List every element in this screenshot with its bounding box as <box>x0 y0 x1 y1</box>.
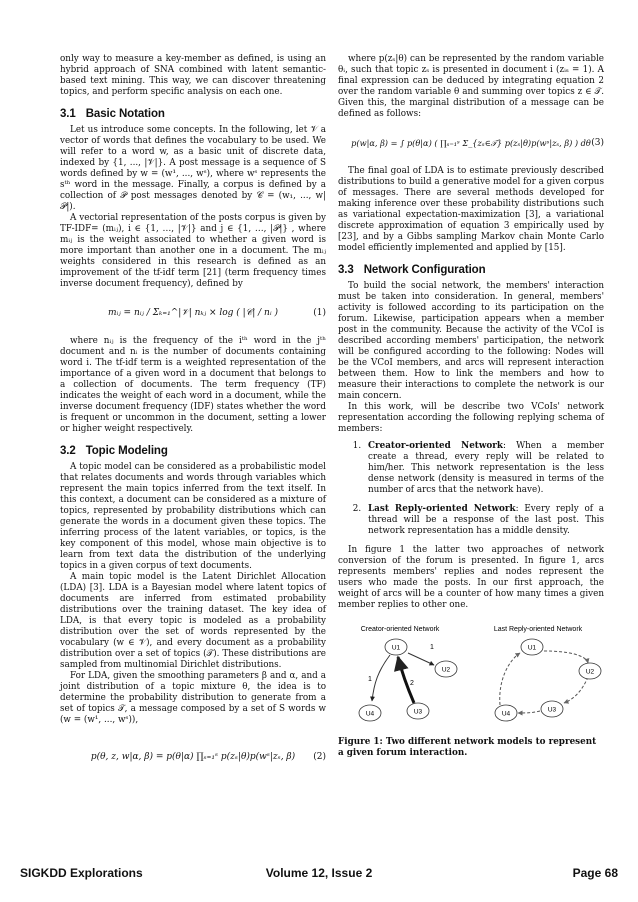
node-label: U2 <box>441 666 451 674</box>
paragraph-network-1: To build the social network, the members' interaction must be taken into consideration. In general, members' activity is followed according to its participation on the forum. Likewise, participation appears when a member post in the community. Because the activity of the VCoI is described according members' participation, the network will be configured according to the following: Nodes will be the VCoI members, and arcs will represent interaction between them. How to link the members and how to measure their interactions to complete the network is our main concern. <box>338 281 604 401</box>
right-column <box>338 54 604 759</box>
edge-weight: 2 <box>410 680 414 687</box>
page-footer <box>20 866 618 882</box>
section-heading-3-3 <box>338 264 604 276</box>
last-reply-network-title: Last Reply-oriented Network <box>493 626 583 633</box>
node-label: U1 <box>527 644 537 652</box>
equation-2-number: (2) <box>313 752 326 762</box>
paragraph-marginal: where p(zₛ|θ) can be represented by the random variable θᵢ, such that topic zₛ is presented in document i (zᵢₛ = 1). A final expression can be deduced by integrating equation 2 over the random variable θ and summing over topics z ∈ 𝒯. Given this, the marginal distribution of a message can be defined as follows: <box>338 54 604 119</box>
edge-arrow <box>500 653 520 705</box>
paragraph-topic-3: For LDA, given the smoothing parameters β and α, and a joint distribution of a topic mixture θ, the idea is to determine the probability distribution to generate from a set of topics 𝒯, a message composed by a set of S words w (w = (w¹, ..., wˢ)), <box>60 671 326 725</box>
creator-network-title: Creator-oriented Network <box>360 626 440 633</box>
footer-volume: Volume 12, Issue 2 <box>265 866 373 880</box>
paragraph-figure-ref: In figure 1 the latter two approaches of network conversion of the forum is presented. In figure 1, arcs represents members' replies and nodes represent the users who made the posts. In our first approach, the weight of arcs will be a counter of how many times a given member replies to other one. <box>338 545 604 610</box>
figure-1 <box>338 621 604 759</box>
network-types-list <box>338 441 604 537</box>
footer-journal: SIGKDD Explorations <box>20 866 143 880</box>
paragraph-notation-1: Let us introduce some concepts. In the following, let 𝒱 a vector of words that defines the vocabulary to be used. We will refer to a word w, as a basic unit of discrete data, indexed by {1, ..., |𝒱|}. A post message is a sequence of S words defined by w = (w¹, ..., wˢ), where wˢ represents the sᵗʰ word in the message. Finally, a corpus is defined by a collection of 𝒫 post messages denoted by 𝒞 = (w₁, ..., w|𝒫|). <box>60 125 326 212</box>
paragraph-topic-2: A main topic model is the Latent Dirichlet Allocation (LDA) [3]. LDA is a Bayesian model where latent topics of documents are inferred from estimated probability distributions over the training dataset. The key idea of LDA, is that every topic is modeled as a probability distribution over the set of words represented by the vocabulary (w ∈ 𝒱), and every document as a probability distribution over a set of topics (𝒯). These distributions are sampled from multinomial Dirichlet distributions. <box>60 572 326 670</box>
list-item-text: : When a member create a thread, every reply will be related to him/her. This network representation is the less dense network (density is measured in terms of the number of arcs that the network have). <box>368 441 605 495</box>
equation-1 <box>60 296 326 330</box>
equation-3 <box>338 126 604 160</box>
section-title: Topic Modeling <box>85 445 168 457</box>
equation-1-number: (1) <box>313 308 326 318</box>
equation-1-body: mᵢⱼ = nᵢⱼ / Σₖ₌₁^|𝒱| nₖⱼ × log ( |𝒞| / nᵢ ) <box>107 308 279 318</box>
node-label: U1 <box>391 644 401 652</box>
left-column <box>60 54 326 780</box>
section-number: 3.3 <box>338 264 354 276</box>
node-label: U4 <box>365 710 375 718</box>
edge-arrow <box>544 651 588 663</box>
paragraph-network-2: In this work, will be describe two VCoIs' network representation according the following replying schema of members: <box>338 402 604 434</box>
edge-weight: 1 <box>368 676 372 683</box>
node-label: U3 <box>413 708 423 716</box>
section-title: Basic Notation <box>85 108 165 120</box>
equation-3-number: (3) <box>591 138 604 148</box>
paragraph-notation-2: A vectorial representation of the posts corpus is given by TF-IDF= (mᵢⱼ), i ∈ {1, …, |𝒱|} and j ∈ {1, …, |𝒫|} , where mᵢⱼ is the weight associated to whether a given word is more important than another one in a document. The mᵢⱼ weights considered in this research is defined as an improvement of the tf-idf term [21] (term frequency times inverse document frequency), defined by <box>60 213 326 289</box>
network-diagram <box>338 621 604 731</box>
equation-3-body: p(w|α, β) = ∫ p(θ|α) ( ∏ₛ₌₁ˢ Σ_{zₛ∈𝒯} p(zₛ|θ)p(wˢ|zₛ, β) ) dθ <box>351 137 591 148</box>
paragraph-intro: only way to measure a key-member as defined, is using an hybrid approach of SNA combined with latent semantic-based text mining. This way, we can discover threatening topics, and perform specific analysis on each one. <box>60 54 326 97</box>
section-heading-3-1 <box>60 108 326 120</box>
list-item <box>364 504 604 537</box>
equation-2-body: p(θ, z, w|α, β) = p(θ|α) ∏ₛ₌₁ˢ p(zₛ|θ)p(wˢ|zₛ, β) <box>90 752 296 762</box>
section-heading-3-2 <box>60 445 326 457</box>
edge-arrow <box>408 653 434 665</box>
equation-2 <box>60 740 326 774</box>
list-item <box>364 441 604 496</box>
footer-page-number: Page 68 <box>572 866 618 880</box>
section-title: Network Configuration <box>363 264 486 276</box>
section-number: 3.1 <box>60 108 76 120</box>
section-number: 3.2 <box>60 445 76 457</box>
paragraph-lda-goal: The final goal of LDA is to estimate previously described distributions to build a generative model for a given corpus of messages. There are several methods developed for making inference over these probability distributions such as variational expectation-maximization [3], a variational discrete approximation of equation 3 empirically used by [23], and by a Gibbs sampling Markov chain Monte Carlo model efficiently implemented and applied by [15]. <box>338 166 604 253</box>
paragraph-notation-3: where nᵢⱼ is the frequency of the iᵗʰ word in the jᵗʰ document and nᵢ is the number of documents containing word i. The tf-idf term is a weighted representation of the importance of a given word in a document that belongs to a collection of documents. The term frequency (TF) indicates the weight of each word in a document, while the inverse document frequency (IDF) states whether the word is frequent or uncommon in the document, setting a lower or higher weight respectively. <box>60 336 326 434</box>
list-item-title: Creator-oriented Network <box>368 441 504 451</box>
edge-arrow <box>518 711 540 713</box>
edge-weight: 1 <box>430 644 434 651</box>
node-label: U2 <box>585 668 595 676</box>
list-item-text: : Every reply of a thread will be a response of the last post. This network representation has a middle density. <box>368 504 604 536</box>
list-item-title: Last Reply-oriented Network <box>368 504 516 514</box>
node-label: U4 <box>501 710 511 718</box>
paragraph-topic-1: A topic model can be considered as a probabilistic model that relates documents and words through variables which represent the main topics inferred from the text itself. In this context, a document can be considered as a mixture of topics, represented by probability distributions which can generate the words in a document given these topics. The inferring process of the latent variables, or topics, is the key component of this model, whose main objective is to learn from text data the distribution of the underlying topics in a given corpus of text documents. <box>60 462 326 571</box>
edge-arrow <box>564 677 588 703</box>
figure-caption: Figure 1: Two different network models to represent a given forum interaction. <box>338 737 597 758</box>
node-label: U3 <box>547 706 557 714</box>
edge-arrow <box>372 655 390 701</box>
